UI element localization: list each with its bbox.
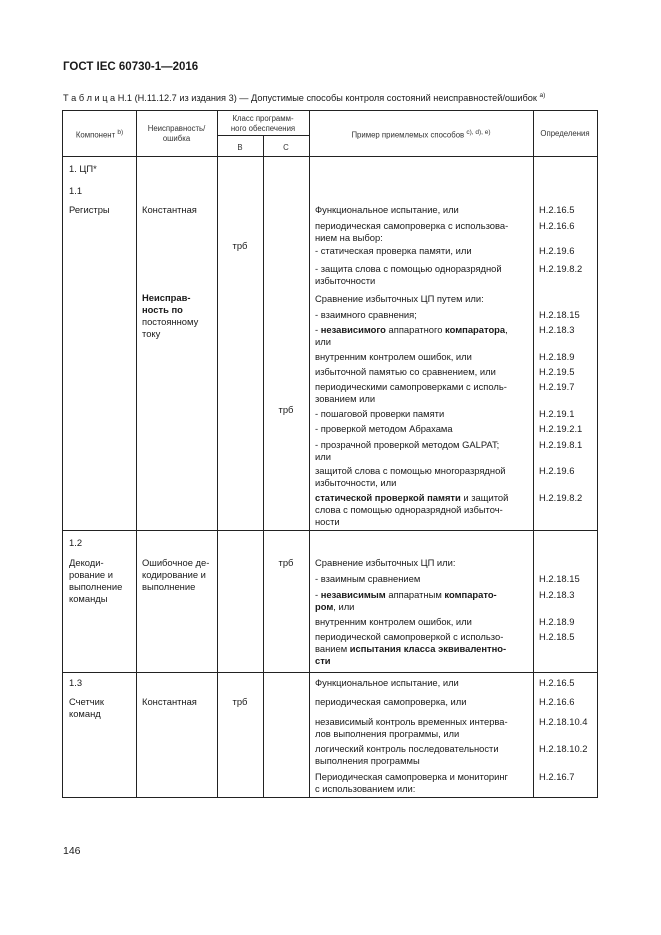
method-item: внутренним контролем ошибок, или — [315, 351, 472, 362]
definition-ref: H.2.16.6 — [539, 696, 575, 707]
method-item: защитой слова с помощью многоразрядной избыточности, или — [315, 465, 506, 488]
row-divider — [63, 672, 597, 673]
cell-component-name: Счетчик команд — [69, 696, 104, 719]
header-class-c: C — [283, 143, 289, 152]
header-methods: Пример приемлемых способов $^{c), d), e)}$ — [351, 129, 491, 140]
method-item: - взаимного сравнения; — [315, 309, 417, 320]
col-divider — [533, 111, 534, 797]
col-divider — [136, 111, 137, 797]
row-divider — [217, 135, 309, 136]
method-item: - независимым аппаратным компарато- ром, или — [315, 589, 497, 612]
definition-ref: H.2.19.6 — [539, 465, 575, 476]
definition-ref: H.2.18.3 — [539, 589, 575, 600]
definition-ref: H.2.18.15 — [539, 573, 580, 584]
definition-ref: H.2.18.5 — [539, 631, 575, 642]
definition-ref: H.2.19.5 — [539, 366, 575, 377]
definition-ref: H.2.16.5 — [539, 204, 575, 215]
row-divider — [63, 156, 597, 157]
caption-text: Н.1 (Н.11.12.7 из издания 3) — Допустимые способы контроля состояний неисправностей/ошибок — [115, 93, 540, 104]
definition-ref: H.2.18.10.2 — [539, 743, 588, 754]
method-item: - взаимным сравнением — [315, 573, 421, 584]
controls-table — [62, 110, 598, 798]
col-divider — [263, 135, 264, 797]
method-item: Функциональное испытание, или — [315, 204, 459, 215]
cell-subsection: 1.3 — [69, 677, 83, 688]
cell-component-name: Декоди- рование и выполнение команды — [69, 557, 123, 604]
definition-ref: H.2.16.5 — [539, 677, 575, 688]
method-item: Периодическая самопроверка и мониторинг с использованием или: — [315, 771, 508, 794]
page-number: 146 — [63, 845, 81, 857]
method-item: периодическая самопроверка с использова- нием на выбор: — [315, 220, 509, 243]
header-class-b: B — [237, 143, 243, 152]
method-item: периодической самопроверкой с использо- ванием испытания класса эквивалентно- сти — [315, 631, 507, 666]
cell-fault: Константная — [142, 204, 197, 215]
definition-ref: H.2.19.8.2 — [539, 263, 583, 274]
definition-ref: H.2.18.9 — [539, 616, 575, 627]
method-item: логический контроль последовательности выполнения программы — [315, 743, 499, 766]
method-item: Сравнение избыточных ЦП путем или: — [315, 293, 484, 304]
definition-ref: H.2.19.6 — [539, 245, 575, 256]
caption-label: Т а б л и ц а — [63, 93, 116, 104]
table-caption — [63, 92, 545, 103]
definition-ref: H.2.18.10.4 — [539, 716, 588, 727]
definition-ref: H.2.18.15 — [539, 309, 580, 320]
method-item: - независимого аппаратного компаратора, или — [315, 324, 508, 347]
method-item: независимый контроль временных интерва- лов выполнения программы, или — [315, 716, 508, 739]
header-software-class: Класс программ- ного обеспечения — [230, 114, 296, 133]
cell-component-name: Регистры — [69, 204, 110, 215]
col-divider — [309, 111, 310, 797]
header-fault: Неисправность/ ошибка — [147, 124, 206, 143]
method-item: - защита слова с помощью одноразрядной избыточности — [315, 263, 502, 286]
definition-ref: H.2.16.6 — [539, 220, 575, 231]
definition-ref: H.2.19.1 — [539, 408, 575, 419]
definition-ref: H.2.18.3 — [539, 324, 575, 335]
method-item: - проверкой методом Абрахама — [315, 423, 453, 434]
cell-fault: Ошибочное де- кодирование и выполнение — [142, 557, 210, 592]
header-definitions: Определения — [540, 129, 590, 138]
method-item: - пошаговой проверки памяти — [315, 408, 445, 419]
definition-ref: H.2.16.7 — [539, 771, 575, 782]
definition-ref: H.2.19.8.1 — [539, 439, 583, 450]
method-item: Сравнение избыточных ЦП или: — [315, 557, 456, 568]
method-item: избыточной памятью со сравнением, или — [315, 366, 496, 377]
definition-ref: H.2.19.7 — [539, 381, 575, 392]
caption-note: a) — [539, 92, 546, 99]
cell-component-cpu: 1. ЦП* — [69, 163, 97, 174]
document-title: ГОСТ IEC 60730-1—2016 — [63, 61, 199, 73]
col-divider — [217, 111, 218, 797]
header-component: Компонент $^{b)}$ — [75, 129, 124, 140]
cell-subsection: 1.2 — [69, 537, 83, 548]
definition-ref: H.2.18.9 — [539, 351, 575, 362]
method-item: периодическая самопроверка, или — [315, 696, 467, 707]
row-divider — [63, 530, 597, 531]
method-item: - статическая проверка памяти, или — [315, 245, 472, 256]
method-item: внутренним контролем ошибок, или — [315, 616, 472, 627]
method-item: - прозрачной проверкой методом GALPAT; или — [315, 439, 500, 462]
method-item: периодическими самопроверками с исполь- зованием или — [315, 381, 507, 404]
definition-ref: H.2.19.8.2 — [539, 492, 583, 503]
definition-ref: H.2.19.2.1 — [539, 423, 583, 434]
cell-class-b: трб — [232, 696, 248, 707]
cell-fault: Константная — [142, 696, 197, 707]
method-item: Функциональное испытание, или — [315, 677, 459, 688]
cell-class-c: трб — [278, 557, 294, 568]
cell-fault: Неисправ- ность по постоянному току — [142, 292, 199, 339]
cell-subsection: 1.1 — [69, 185, 83, 196]
cell-class-c: трб — [278, 404, 294, 415]
cell-class-b: трб — [232, 240, 248, 251]
method-item: статической проверкой памяти и защитой слова с помощью одноразрядной избыточ- ности — [315, 492, 509, 527]
